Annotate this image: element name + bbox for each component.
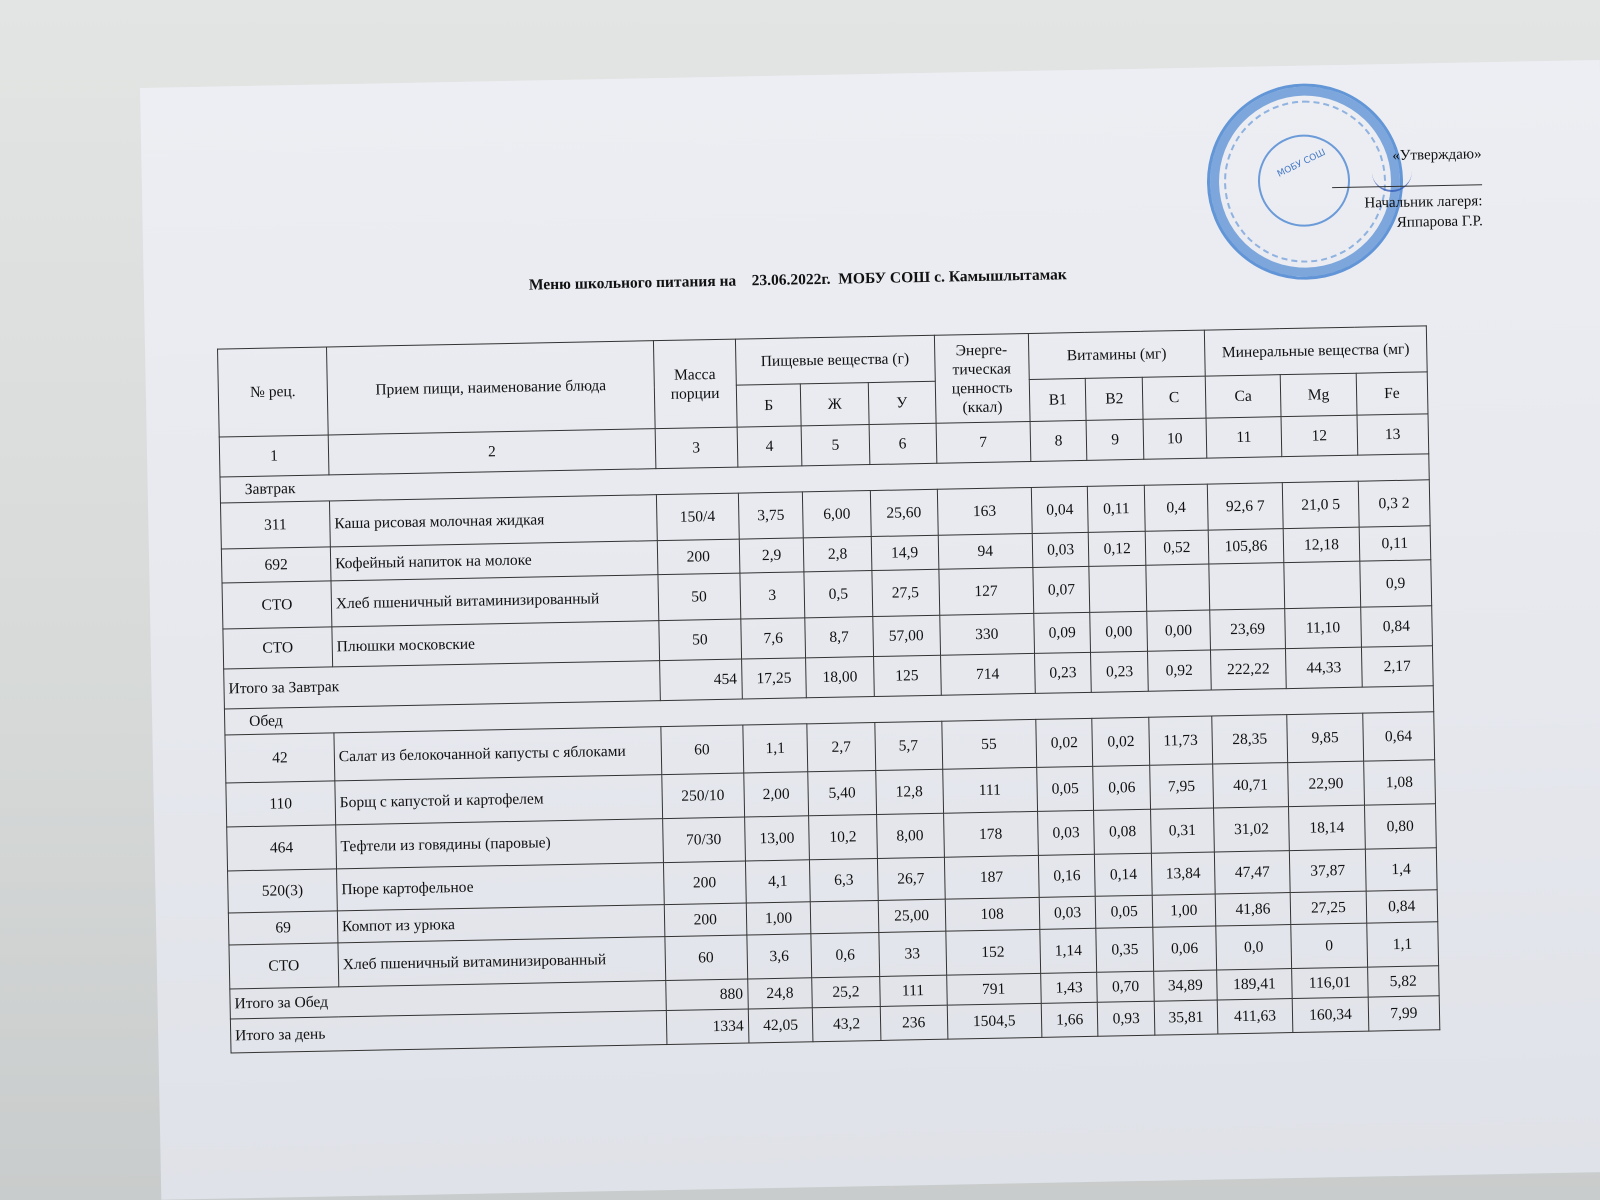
- value-u: 25,60: [870, 489, 938, 536]
- value-kcal: 108: [945, 897, 1040, 931]
- value-ca: [1209, 563, 1285, 610]
- total-ca: 222,22: [1210, 649, 1286, 690]
- header-u: У: [868, 381, 936, 424]
- value-b2: 0,14: [1095, 853, 1152, 896]
- total-mass: 1334: [666, 1009, 748, 1045]
- value-u: 27,5: [871, 569, 939, 616]
- total-b2: 0,70: [1097, 971, 1154, 1002]
- recipe-number: 110: [226, 781, 336, 827]
- portion-mass: 50: [659, 619, 741, 661]
- value-c: 0,00: [1147, 610, 1211, 651]
- header-vitamins: Витамины (мг): [1028, 330, 1205, 379]
- column-number: 11: [1206, 417, 1282, 458]
- recipe-number: 69: [228, 911, 338, 945]
- total-b: 42,05: [748, 1008, 814, 1043]
- total-zh: 25,2: [812, 976, 880, 1007]
- total-b: 17,25: [741, 658, 807, 699]
- value-b1: 0,05: [1037, 766, 1094, 811]
- value-ca: 47,47: [1214, 851, 1290, 894]
- approval-line-2: Начальник лагеря:: [1364, 193, 1483, 212]
- total-b: 24,8: [747, 978, 813, 1009]
- value-mg: 22,90: [1288, 761, 1364, 806]
- table-body: [220, 454, 1440, 1053]
- dish-name: Компот из урюка: [337, 905, 664, 943]
- value-ca: 40,71: [1213, 763, 1289, 808]
- total-fe: 2,17: [1361, 646, 1433, 687]
- value-u: 14,9: [871, 535, 939, 570]
- value-fe: 0,3 2: [1358, 480, 1430, 527]
- column-number: 7: [936, 421, 1031, 463]
- value-b: 2,9: [739, 538, 805, 573]
- value-kcal: 55: [941, 719, 1036, 769]
- column-number: 4: [737, 426, 803, 467]
- value-b: 1,1: [742, 724, 808, 773]
- total-c: 35,81: [1154, 1000, 1218, 1035]
- value-b1: 0,03: [1032, 532, 1089, 567]
- total-b2: 0,23: [1091, 651, 1148, 692]
- header-c: С: [1142, 376, 1206, 419]
- value-kcal: 127: [938, 567, 1033, 615]
- value-kcal: 152: [945, 929, 1040, 975]
- dish-name: Тефтели из говядины (паровые): [336, 819, 664, 869]
- column-number: 2: [328, 429, 656, 475]
- column-number: 13: [1357, 414, 1429, 455]
- portion-mass: 200: [664, 903, 746, 937]
- value-b1: 0,04: [1031, 486, 1088, 533]
- table-header: [218, 326, 1429, 477]
- total-mg: 160,34: [1292, 997, 1368, 1032]
- value-fe: 0,80: [1364, 804, 1436, 849]
- header-b2: В2: [1086, 377, 1143, 420]
- recipe-number: СТО: [229, 943, 339, 989]
- total-kcal: 714: [940, 653, 1035, 695]
- recipe-number: 464: [227, 825, 337, 871]
- total-label: Итого за Обед: [230, 981, 666, 1019]
- value-u: 57,00: [872, 615, 940, 656]
- value-zh: 6,3: [810, 858, 878, 901]
- recipe-number: 692: [221, 547, 331, 583]
- value-b2: 0,06: [1093, 765, 1150, 810]
- header-rec-no: № рец.: [218, 347, 329, 437]
- value-b: 4,1: [745, 860, 811, 903]
- value-fe: 1,4: [1365, 848, 1437, 891]
- value-c: 0,52: [1145, 530, 1209, 565]
- header-dish: Прием пищи, наименование блюда: [326, 341, 654, 435]
- portion-mass: 150/4: [656, 493, 739, 541]
- value-zh: 0,5: [804, 571, 872, 618]
- total-kcal: 1504,5: [947, 1003, 1042, 1039]
- value-b: 13,00: [744, 816, 810, 861]
- value-zh: 8,7: [805, 617, 873, 658]
- value-b2: 0,08: [1094, 809, 1151, 854]
- recipe-number: 520(3): [228, 869, 338, 913]
- recipe-number: СТО: [223, 627, 333, 669]
- stamp-text: МОБУ СОШ: [1275, 147, 1328, 180]
- value-mg: 37,87: [1290, 849, 1366, 892]
- value-u: 33: [878, 931, 946, 976]
- portion-mass: 50: [658, 573, 741, 621]
- total-c: 0,92: [1147, 650, 1211, 691]
- total-b2: 0,93: [1098, 1001, 1155, 1036]
- value-zh: 2,7: [807, 723, 875, 772]
- value-c: 0,31: [1151, 808, 1215, 853]
- value-b: 3: [739, 572, 805, 619]
- value-mg: [1284, 561, 1360, 608]
- portion-mass: 200: [657, 539, 739, 575]
- total-mg: 44,33: [1286, 647, 1362, 688]
- total-u: 236: [880, 1005, 948, 1040]
- dish-name: Пюре картофельное: [336, 863, 664, 911]
- value-u: 5,7: [874, 721, 942, 770]
- value-mg: 27,25: [1290, 891, 1366, 924]
- value-fe: 1,08: [1363, 760, 1435, 805]
- value-b1: 0,02: [1036, 718, 1093, 767]
- value-b: 7,6: [740, 618, 806, 659]
- value-b1: 0,03: [1039, 896, 1096, 929]
- value-b2: [1089, 565, 1146, 612]
- total-kcal: 791: [946, 973, 1041, 1005]
- header-ca: Ca: [1205, 375, 1281, 418]
- value-u: 26,7: [877, 857, 945, 900]
- dish-name: Кофейный напиток на молоке: [330, 541, 657, 581]
- value-u: 8,00: [876, 813, 944, 858]
- total-zh: 43,2: [813, 1006, 881, 1041]
- column-number: 8: [1030, 420, 1087, 461]
- dish-name: Каша рисовая молочная жидкая: [329, 495, 657, 547]
- value-kcal: 111: [942, 767, 1037, 813]
- total-mg: 116,01: [1292, 967, 1368, 998]
- header-energy: Энерге-тическая ценность (ккал): [934, 333, 1030, 423]
- value-zh: 6,00: [803, 491, 871, 538]
- column-number: 3: [655, 427, 737, 469]
- paper-sheet: [140, 60, 1600, 1200]
- total-b1: 1,43: [1041, 972, 1098, 1003]
- total-zh: 18,00: [806, 657, 874, 698]
- value-fe: 0,84: [1366, 890, 1438, 923]
- value-kcal: 163: [937, 487, 1032, 535]
- column-number: 6: [869, 423, 937, 464]
- value-b2: 0,11: [1088, 485, 1145, 532]
- total-b1: 1,66: [1041, 1002, 1098, 1037]
- column-number: 5: [802, 425, 870, 466]
- total-label: Итого за день: [230, 1011, 666, 1053]
- value-u: 12,8: [875, 769, 943, 814]
- portion-mass: 200: [663, 861, 745, 905]
- total-fe: 5,82: [1367, 966, 1439, 997]
- value-ca: 28,35: [1212, 715, 1288, 764]
- value-ca: 105,86: [1208, 529, 1284, 564]
- recipe-number: СТО: [222, 581, 332, 629]
- header-fe: Fe: [1356, 372, 1428, 415]
- header-minerals: Минеральные вещества (мг): [1204, 326, 1427, 376]
- value-zh: 2,8: [804, 537, 872, 572]
- value-c: 0,06: [1153, 926, 1217, 971]
- value-b: 3,75: [738, 492, 804, 539]
- dish-name: Борщ с капустой и картофелем: [335, 775, 663, 825]
- value-mg: 0: [1291, 923, 1367, 968]
- value-fe: 0,11: [1359, 526, 1431, 561]
- value-mg: 12,18: [1283, 527, 1359, 562]
- value-zh: 5,40: [808, 771, 876, 816]
- value-ca: 41,86: [1215, 893, 1291, 926]
- value-b1: 0,07: [1033, 566, 1090, 613]
- value-b2: 0,05: [1096, 895, 1153, 928]
- value-c: 11,73: [1149, 716, 1213, 765]
- value-zh: 10,2: [809, 815, 877, 860]
- total-mass: 454: [659, 659, 741, 701]
- recipe-number: 42: [225, 733, 335, 783]
- total-u: 125: [873, 655, 941, 696]
- value-b2: 0,35: [1096, 927, 1153, 972]
- dish-name: Салат из белокочанной капусты с яблоками: [334, 727, 662, 781]
- header-zh: Ж: [801, 383, 869, 426]
- header-b1: В1: [1029, 378, 1086, 421]
- value-kcal: 187: [944, 855, 1039, 899]
- approval-block: [1331, 144, 1483, 234]
- total-c: 34,89: [1154, 970, 1217, 1001]
- value-b: 2,00: [743, 772, 809, 817]
- value-mg: 21,0 5: [1283, 481, 1359, 528]
- dish-name: Хлеб пшеничный витаминизированный: [331, 575, 659, 627]
- value-zh: [811, 900, 879, 933]
- signature-line: [1332, 166, 1482, 188]
- portion-mass: 60: [665, 935, 748, 981]
- value-kcal: 178: [943, 811, 1038, 857]
- value-mg: 11,10: [1285, 607, 1361, 648]
- column-number: 10: [1143, 418, 1207, 459]
- total-mass: 880: [666, 979, 748, 1011]
- value-ca: 23,69: [1210, 609, 1286, 650]
- value-u: 25,00: [878, 899, 946, 932]
- portion-mass: 60: [661, 725, 744, 775]
- value-c: [1146, 564, 1210, 611]
- value-ca: 0,0: [1216, 925, 1292, 970]
- page-title: Меню школьного питания на 23.06.2022г. МОБУ СОШ с. Камышлытамак: [528, 266, 1067, 294]
- total-b1: 0,23: [1034, 652, 1091, 693]
- total-u: 111: [879, 975, 947, 1006]
- dish-name: Хлеб пшеничный витаминизированный: [338, 937, 666, 987]
- header-mg: Mg: [1280, 373, 1356, 416]
- value-fe: 0,84: [1360, 606, 1432, 647]
- value-ca: 31,02: [1213, 807, 1289, 852]
- value-zh: 0,6: [811, 932, 879, 977]
- recipe-number: 311: [220, 501, 330, 549]
- column-number: 12: [1281, 415, 1357, 456]
- section-title: Завтрак: [220, 454, 1429, 503]
- value-fe: 1,1: [1366, 922, 1438, 967]
- value-fe: 0,9: [1359, 560, 1431, 607]
- value-kcal: 330: [939, 613, 1034, 655]
- total-label: Итого за Завтрак: [224, 661, 661, 709]
- portion-mass: 250/10: [662, 773, 745, 819]
- dish-name: Плюшки московские: [332, 621, 660, 667]
- menu-table: [217, 325, 1440, 1053]
- total-ca: 411,63: [1217, 999, 1293, 1034]
- value-b2: 0,02: [1092, 717, 1149, 766]
- value-kcal: 94: [938, 533, 1033, 569]
- value-c: 0,4: [1144, 484, 1208, 531]
- header-b: Б: [736, 384, 802, 427]
- column-number: 1: [219, 435, 329, 477]
- value-c: 13,84: [1151, 852, 1215, 895]
- value-c: 7,95: [1150, 764, 1214, 809]
- value-mg: 9,85: [1287, 713, 1363, 762]
- value-mg: 18,14: [1289, 805, 1365, 850]
- value-b1: 0,03: [1037, 810, 1094, 855]
- value-b2: 0,12: [1089, 531, 1146, 566]
- header-mass: Масса порции: [653, 339, 736, 429]
- value-b1: 0,09: [1034, 612, 1091, 653]
- approval-line-3: Яппарова Г.Р.: [1396, 213, 1483, 231]
- total-fe: 7,99: [1368, 996, 1440, 1031]
- value-b1: 0,16: [1038, 854, 1095, 897]
- header-nutrients: Пищевые вещества (г): [735, 335, 935, 385]
- value-c: 1,00: [1152, 894, 1215, 927]
- value-b: 1,00: [746, 902, 812, 935]
- approval-line-1: «Утверждаю»: [1392, 146, 1482, 164]
- value-b2: 0,00: [1090, 611, 1147, 652]
- total-ca: 189,41: [1216, 969, 1292, 1000]
- value-b: 3,6: [746, 934, 812, 979]
- section-title: Обед: [224, 686, 1433, 735]
- portion-mass: 70/30: [662, 817, 745, 863]
- column-number: 9: [1086, 419, 1143, 460]
- value-fe: 0,64: [1362, 712, 1434, 761]
- value-ca: 92,6 7: [1207, 483, 1283, 530]
- value-b1: 1,14: [1040, 928, 1097, 973]
